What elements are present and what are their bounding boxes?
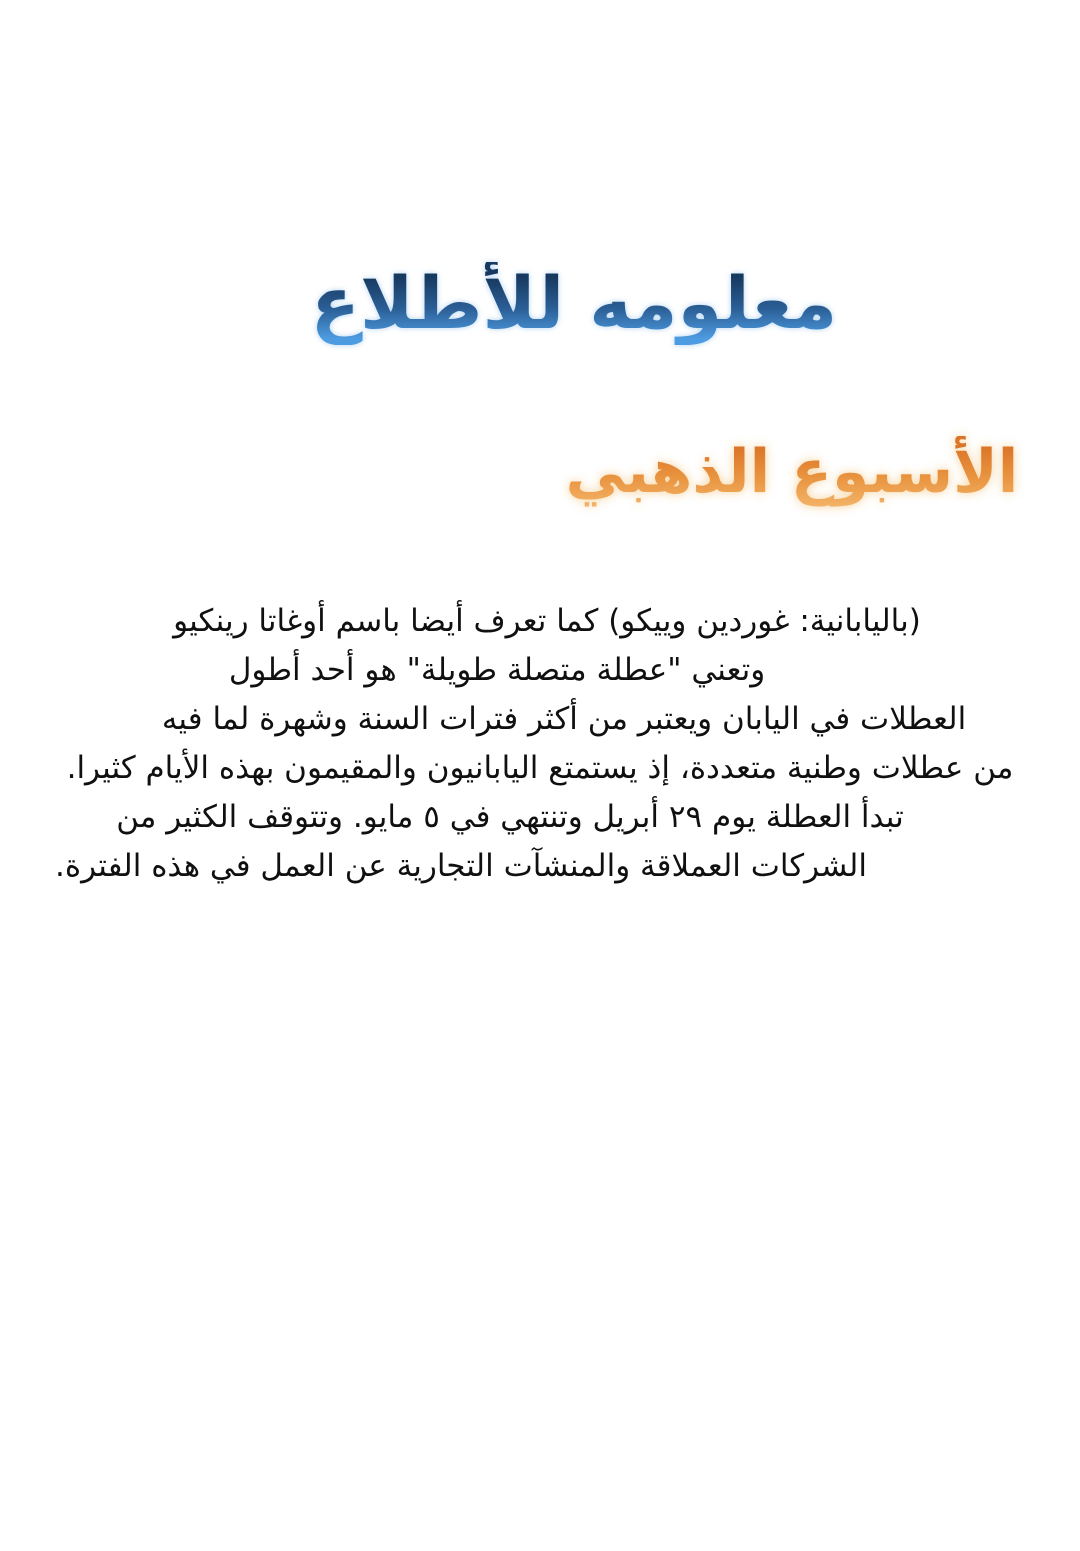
article-text [40, 597, 1040, 891]
text-line: العطلات في اليابان ويعتبر من أكثر فترات السنة وشهرة لما فيه [161, 701, 967, 737]
text-line: تبدأ العطلة يوم ٢٩ أبريل وتنتهي في ٥ مايو. وتتوقف الكثير من [116, 799, 904, 835]
text-line: الشركات العملاقة والمنشآت التجارية عن العمل في هذه الفترة. [55, 848, 867, 884]
text-line: وتعني "عطلة متصلة طويلة" هو أحد أطول [228, 652, 766, 688]
main-title: معلومه للأطلاع [34, 262, 1080, 345]
text-line: من عطلات وطنية متعددة، إذ يستمتع اليابانيون والمقيمون بهذه الأيام كثيرا. [66, 750, 1014, 786]
subtitle: الأسبوع الذهبي [252, 436, 1080, 508]
text-line: (باليابانية: غوردين وييكو) كما تعرف أيضا باسم أوغاتا رينكيو [173, 603, 921, 639]
